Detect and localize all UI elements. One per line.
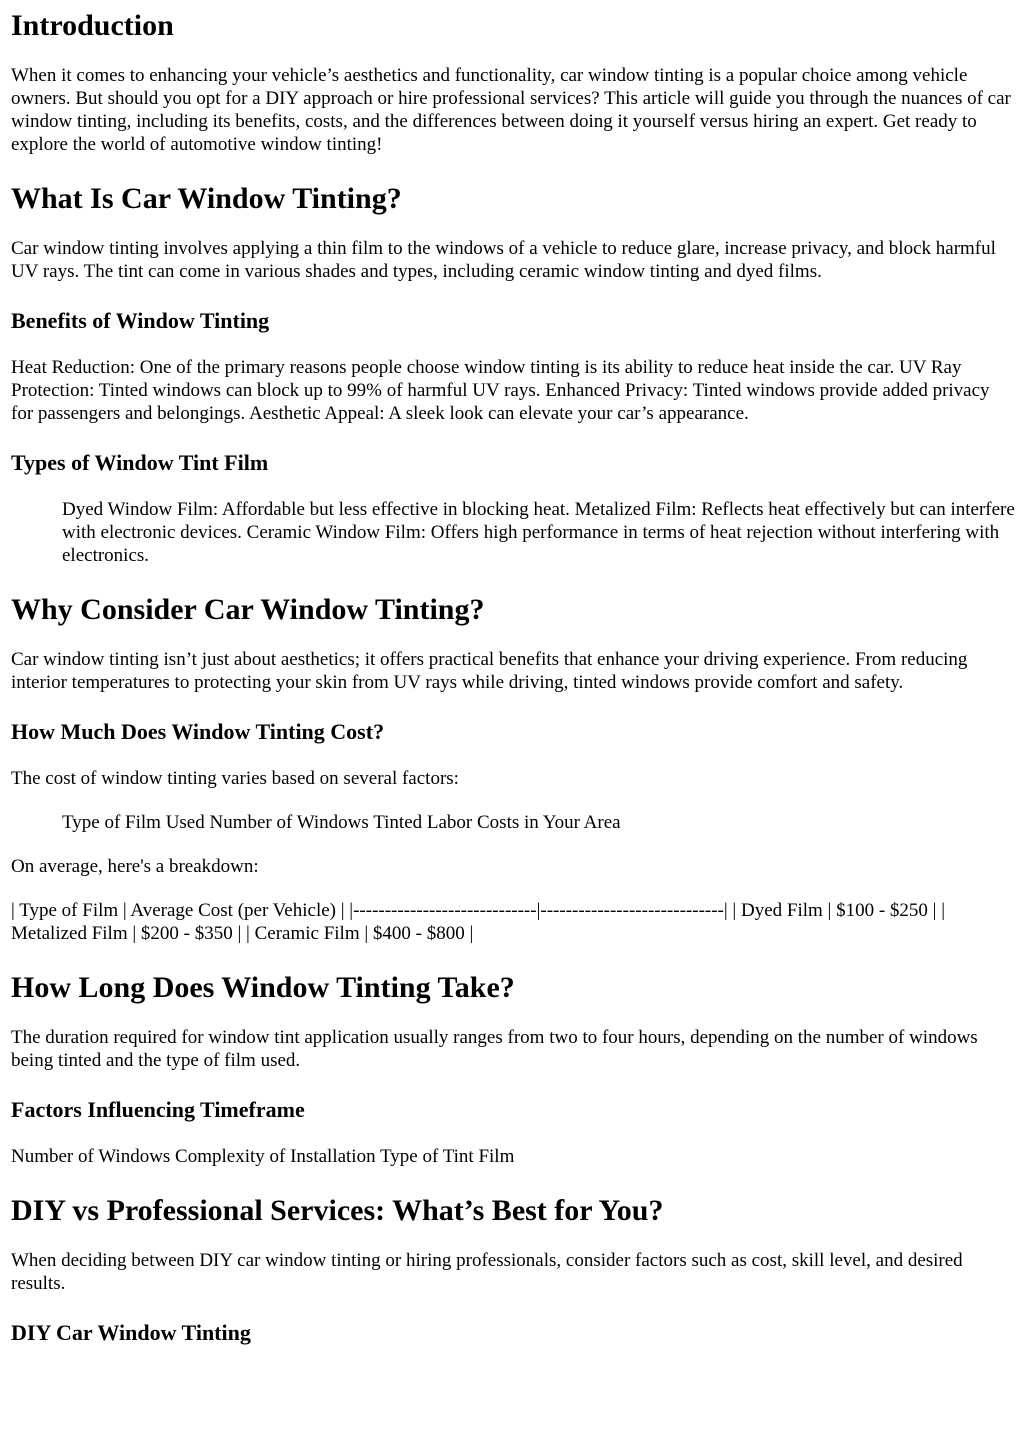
heading-how-long: How Long Does Window Tinting Take? [11, 971, 515, 1004]
list-tint-types: Dyed Window Film: Affordable but less effective in blocking heat. Metalized Film: Reflects heat effectively but can interfere with electronic devices. Ceramic Window Film: Offers high performance in terms of heat rejection without interfering with electronics. [62, 499, 1015, 566]
cost-table-text: | Type of Film | Average Cost (per Vehicle) | |-----------------------------|-----------------------------| | Dyed Film | $100 - $250 | | Metalized Film | $200 - $350 | | Ceramic Film | $400 - $800 | [11, 900, 946, 944]
heading-benefits: Benefits of Window Tinting [11, 308, 270, 333]
heading-why-consider: Why Consider Car Window Tinting? [11, 593, 485, 626]
paragraph-diy-vs-professional: When deciding between DIY car window tinting or hiring professionals, consider factors such as cost, skill level, and desired results. [11, 1250, 963, 1294]
paragraph-breakdown-intro: On average, here's a breakdown: [11, 856, 259, 877]
heading-tint-types: Types of Window Tint Film [11, 450, 269, 475]
heading-diy-tinting: DIY Car Window Tinting [11, 1320, 251, 1345]
heading-introduction: Introduction [11, 9, 174, 42]
heading-diy-vs-professional: DIY vs Professional Services: What’s Best for You? [11, 1194, 664, 1227]
paragraph-how-long: The duration required for window tint application usually ranges from two to four hours, depending on the number of windows being tinted and the type of film used. [11, 1027, 978, 1071]
article [0, 9, 1024, 1346]
list-timeframe-factors: Number of Windows Complexity of Installation Type of Tint Film [11, 1146, 515, 1167]
heading-what-is-tinting: What Is Car Window Tinting? [11, 182, 402, 215]
list-cost-factors: Type of Film Used Number of Windows Tinted Labor Costs in Your Area [62, 812, 621, 833]
paragraph-introduction: When it comes to enhancing your vehicle’s aesthetics and functionality, car window tinting is a popular choice among vehicle owners. But should you opt for a DIY approach or hire professional services? This article will guide you through the nuances of car window tinting, including its benefits, costs, and the differences between doing it yourself versus hiring an expert. Get ready to explore the world of automotive window tinting! [11, 65, 1011, 155]
paragraph-why-consider: Car window tinting isn’t just about aesthetics; it offers practical benefits that enhance your driving experience. From reducing interior temperatures to protecting your skin from UV rays while driving, tinted windows provide comfort and safety. [11, 649, 968, 693]
paragraph-what-is-tinting: Car window tinting involves applying a thin film to the windows of a vehicle to reduce glare, increase privacy, and block harmful UV rays. The tint can come in various shades and types, including ceramic window tinting and dyed films. [11, 238, 996, 282]
heading-timeframe-factors: Factors Influencing Timeframe [11, 1097, 305, 1122]
paragraph-cost-intro: The cost of window tinting varies based on several factors: [11, 768, 459, 789]
heading-cost: How Much Does Window Tinting Cost? [11, 719, 385, 744]
paragraph-benefits: Heat Reduction: One of the primary reasons people choose window tinting is its ability to reduce heat inside the car. UV Ray Protection: Tinted windows can block up to 99% of harmful UV rays. Enhanced Privacy: Tinted windows provide added privacy for passengers and belongings. Aesthetic Appeal: A sleek look can elevate your car’s appearance. [11, 357, 990, 424]
